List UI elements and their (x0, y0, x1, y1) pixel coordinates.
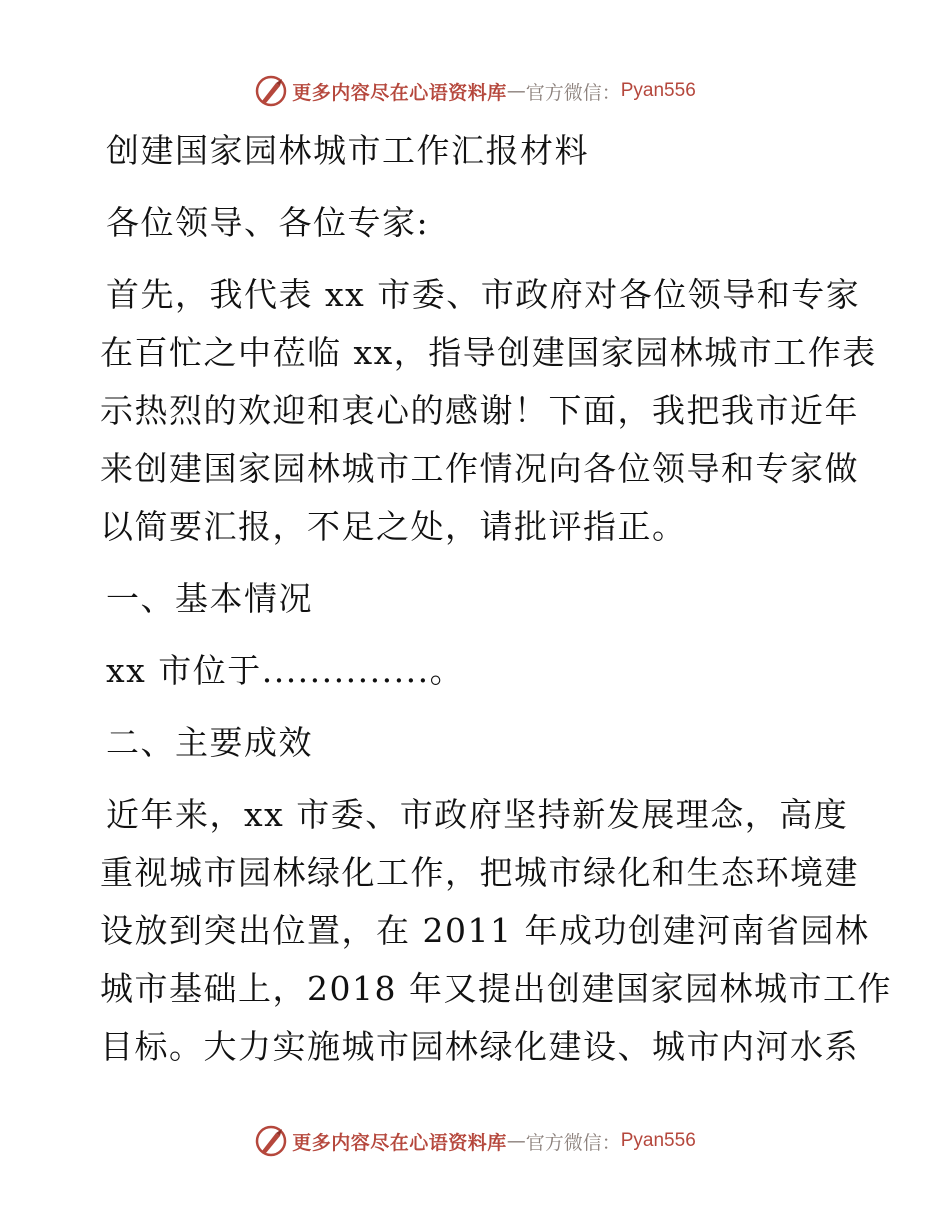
watermark-brand-text: 更多内容尽在心语资料库 (292, 1131, 507, 1154)
watermark-dash: — (506, 1130, 526, 1152)
achievements-paragraph (100, 786, 892, 1076)
paragraph-line: 以简要汇报，不足之处，请批评指正。 (100, 507, 687, 546)
salutation: 各位领导、各位专家: (106, 203, 430, 242)
header-watermark-banner (0, 71, 950, 111)
watermark-wechat-id: Pyan556 (620, 80, 696, 101)
quill-pen-icon (254, 1124, 288, 1158)
paragraph-line: 设放到突出位置，在 2011 年成功创建河南省园林 (100, 911, 870, 950)
watermark-wechat-id: Pyan556 (620, 1130, 696, 1151)
paragraph-line: 近年来，xx 市委、市政府坚持新发展理念，高度 (106, 795, 849, 834)
document-title: 创建国家园林城市工作汇报材料 (106, 131, 589, 170)
section-heading-achievements: 二、主要成效 (106, 723, 313, 762)
watermark-label: 官方微信： (525, 81, 621, 104)
paragraph-line: 目标。大力实施城市园林绿化建设、城市内河水系 (100, 1027, 859, 1066)
paragraph-line: 城市基础上，2018 年又提出创建国家园林城市工作 (100, 969, 892, 1008)
quill-pen-icon (254, 74, 288, 108)
watermark-label: 官方微信： (525, 1131, 621, 1154)
paragraph-line: 来创建国家园林城市工作情况向各位领导和专家做 (100, 449, 859, 488)
footer-watermark-banner (0, 1121, 950, 1161)
paragraph-line: 在百忙之中莅临 xx，指导创建国家园林城市工作表 (100, 333, 877, 372)
intro-paragraph (100, 266, 877, 556)
section-heading-basic-info: 一、基本情况 (106, 579, 313, 618)
paragraph-line: 示热烈的欢迎和衷心的感谢！下面，我把我市近年 (100, 391, 859, 430)
paragraph-line: 重视城市园林绿化工作，把城市绿化和生态环境建 (100, 853, 859, 892)
section-text-location: xx 市位于..............。 (106, 651, 465, 690)
paragraph-line: 首先，我代表 xx 市委、市政府对各位领导和专家 (106, 275, 861, 314)
watermark-dash: — (506, 80, 526, 102)
document-body (100, 122, 892, 1076)
watermark-brand-text: 更多内容尽在心语资料库 (292, 81, 507, 104)
